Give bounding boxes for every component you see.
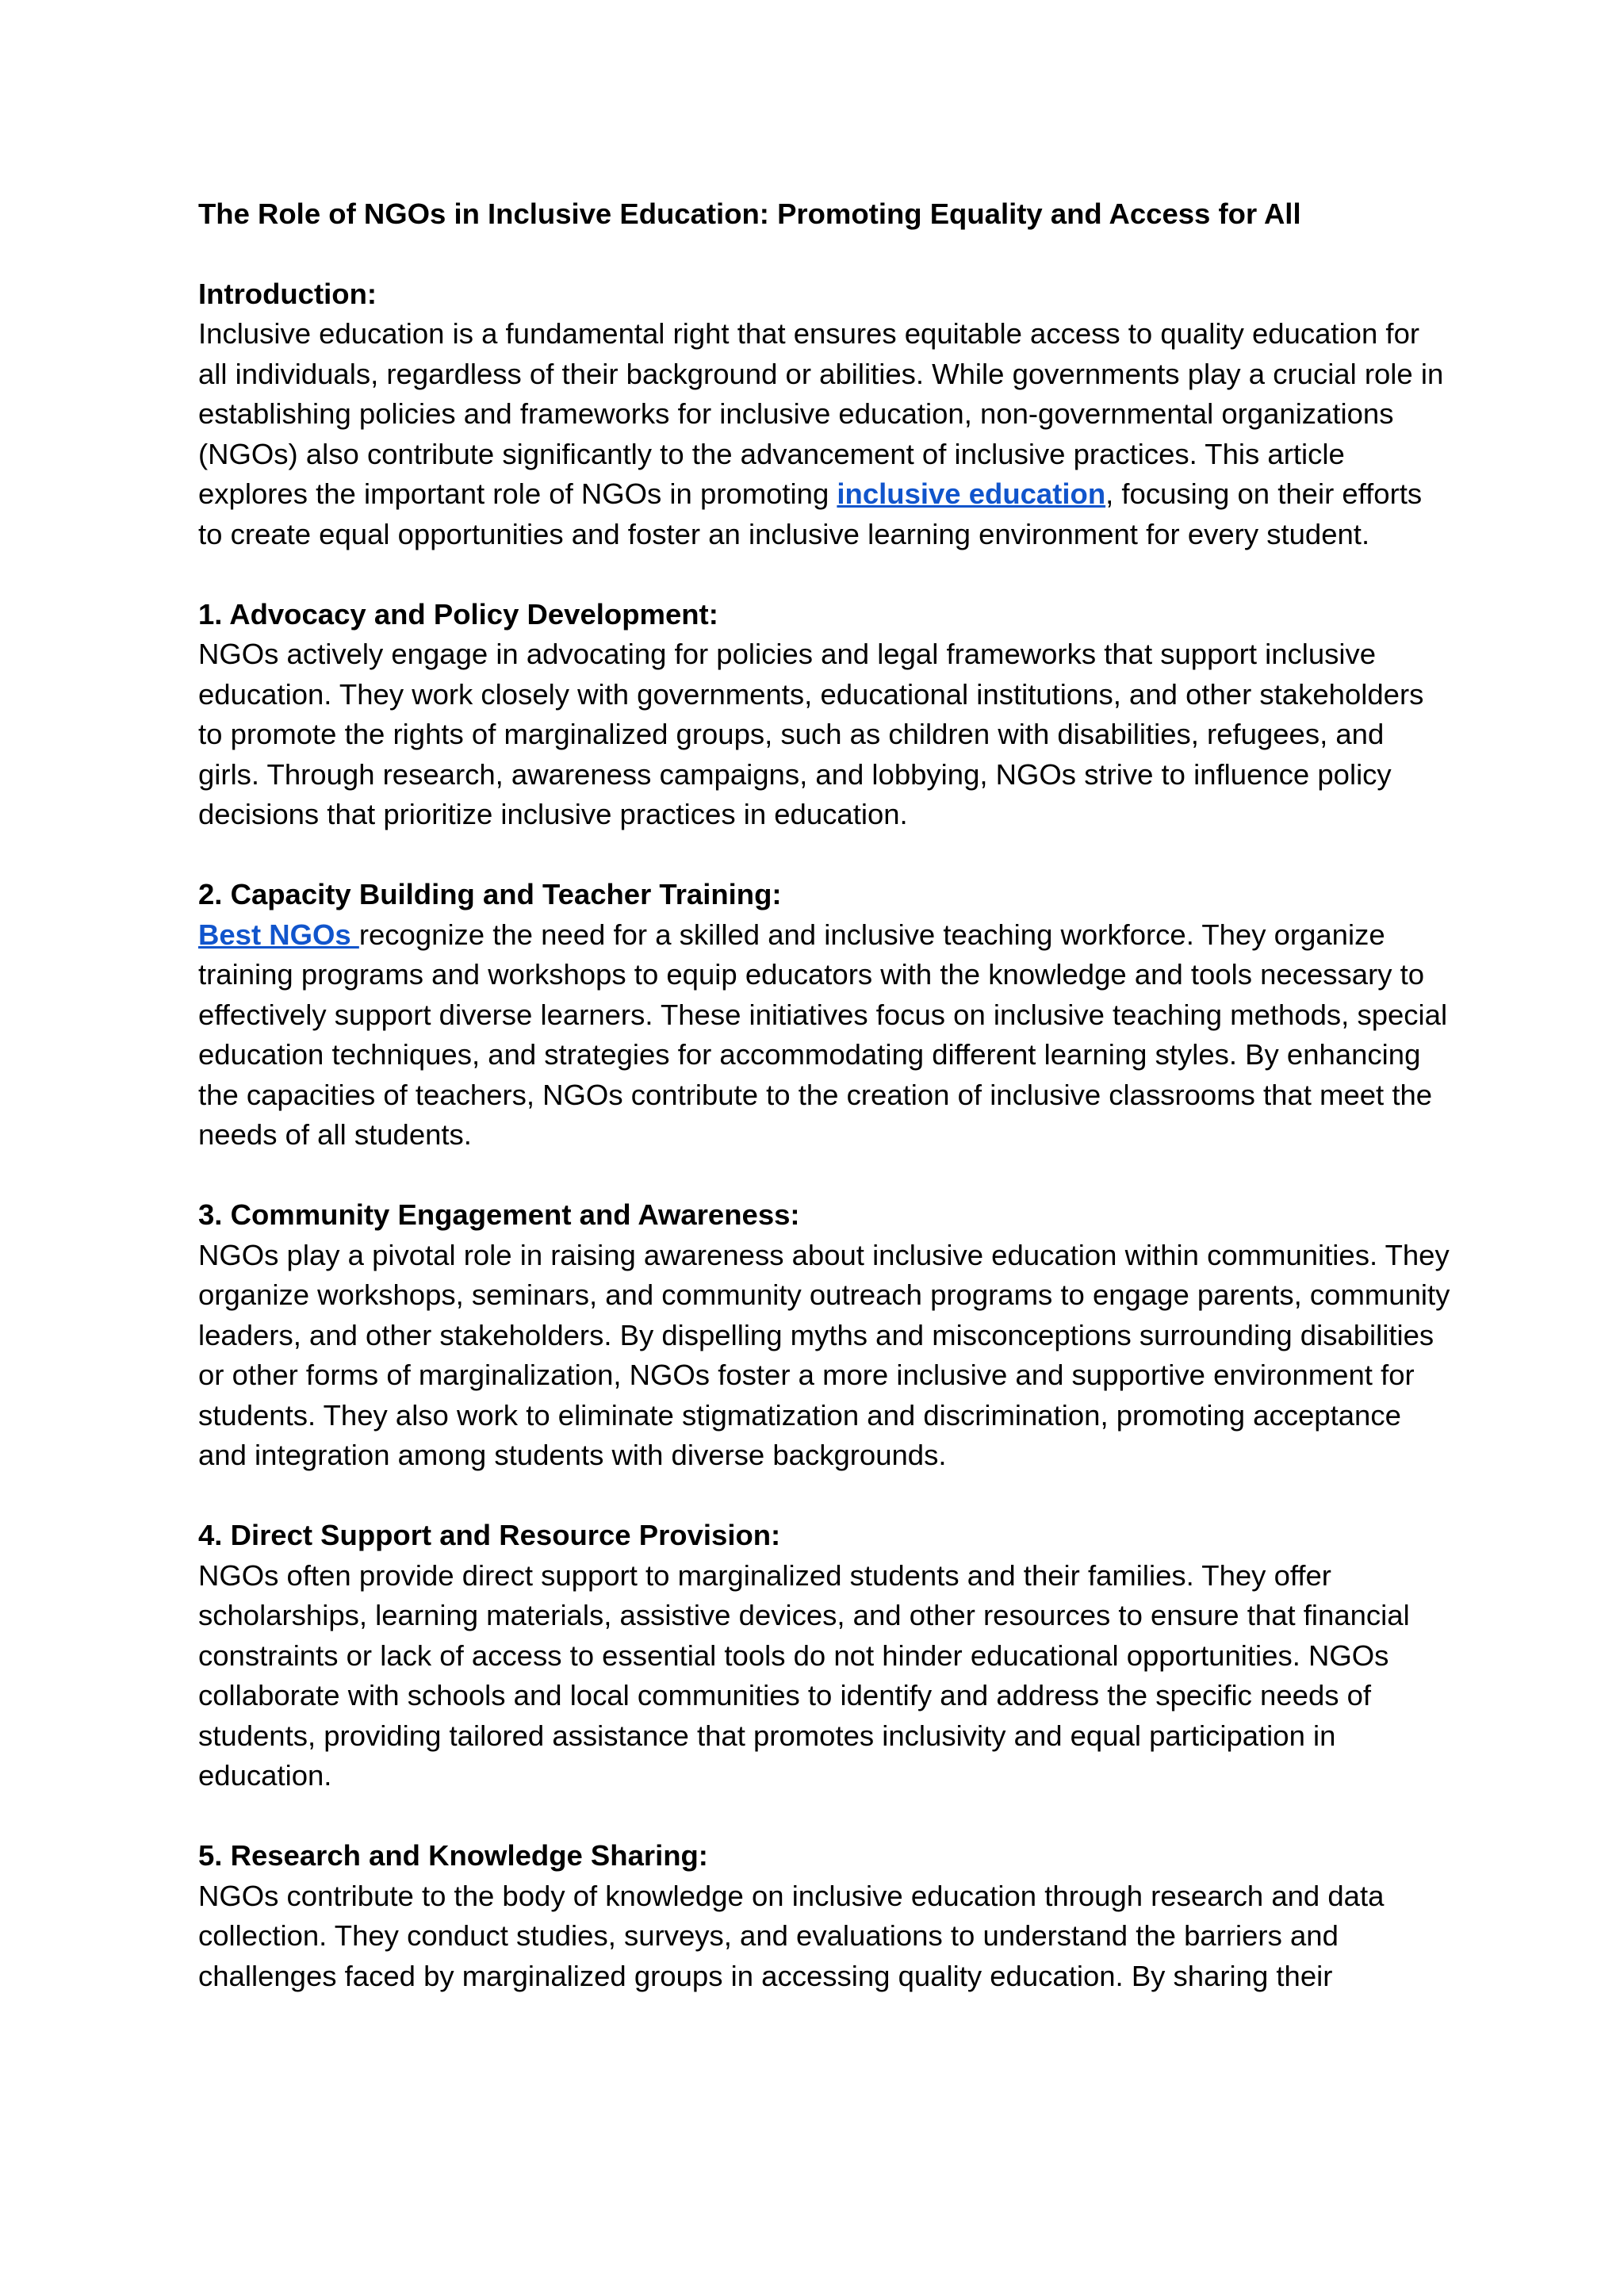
document-title: The Role of NGOs in Inclusive Education: Promoting Equality and Access for All xyxy=(198,197,1301,230)
body-text: recognize the need for a skilled and inclusive teaching workforce. They organize training programs and workshops to equip educators with the knowledge and tools necessary to effectively support diverse learners. These initiatives focus on inclusive teaching methods, special education techniques, and strategies for accommodating different learning styles. By enhancing the capacities of teachers, NGOs contribute to the creation of inclusive classrooms that meet the needs of all students. xyxy=(198,918,1448,1151)
section-body: NGOs actively engage in advocating for policies and legal frameworks that support inclusive education. They work closely with governments, educational institutions, and other stakeholders to promote the rights of marginalized groups, such as children with disabilities, refugees, and girls. Through research, awareness campaigns, and lobbying, NGOs strive to influence policy decisions that prioritize inclusive practices in education. xyxy=(198,638,1424,830)
section-introduction xyxy=(198,274,1451,555)
section-capacity-building xyxy=(198,875,1451,1156)
section-heading: 1. Advocacy and Policy Development: xyxy=(198,597,718,631)
best-ngos-link[interactable]: Best NGOs xyxy=(198,918,359,951)
section-heading: 5. Research and Knowledge Sharing: xyxy=(198,1839,708,1872)
section-community-engagement xyxy=(198,1195,1451,1476)
section-heading: 2. Capacity Building and Teacher Training: xyxy=(198,878,782,910)
section-advocacy xyxy=(198,595,1451,835)
section-body: NGOs contribute to the body of knowledge on inclusive education through research and data collection. They conduct studies, surveys, and evaluations to understand the barriers and challenges faced by marginalized groups in accessing quality education. By sharing their xyxy=(198,1879,1385,1992)
inclusive-education-link[interactable]: inclusive education xyxy=(837,477,1106,510)
section-research xyxy=(198,1836,1451,1996)
section-direct-support xyxy=(198,1516,1451,1796)
section-heading: 3. Community Engagement and Awareness: xyxy=(198,1198,800,1231)
section-body xyxy=(198,314,1451,554)
section-body xyxy=(198,915,1451,1156)
document-page xyxy=(198,194,1451,2037)
section-heading: Introduction: xyxy=(198,277,377,310)
body-text: , focusing on their efforts to create equal opportunities and foster an inclusive learning environment for every student. xyxy=(198,477,1423,550)
section-body: NGOs play a pivotal role in raising awareness about inclusive education within communities. They organize workshops, seminars, and community outreach programs to engage parents, community leaders, and other stakeholders. By dispelling myths and misconceptions surrounding disabilities or other forms of marginalization, NGOs foster a more inclusive and supportive environment for students. They also work to eliminate stigmatization and discrimination, promoting acceptance and integration among students with diverse backgrounds. xyxy=(198,1238,1450,1471)
body-text: Inclusive education is a fundamental right that ensures equitable access to quality education for all individuals, regardless of their background or abilities. While governments play a crucial role in establishing policies and frameworks for inclusive education, non-governmental organizations (NGOs) also contribute significantly to the advancement of inclusive practices. This article explores the important role of NGOs in promoting xyxy=(198,317,1444,510)
section-heading: 4. Direct Support and Resource Provision: xyxy=(198,1519,781,1551)
section-body: NGOs often provide direct support to marginalized students and their families. They offer scholarships, learning materials, assistive devices, and other resources to ensure that financial constraints or lack of access to essential tools do not hinder educational opportunities. NGOs collaborate with schools and local communities to identify and address the specific needs of students, providing tailored assistance that promotes inclusivity and equal participation in education. xyxy=(198,1558,1410,1792)
